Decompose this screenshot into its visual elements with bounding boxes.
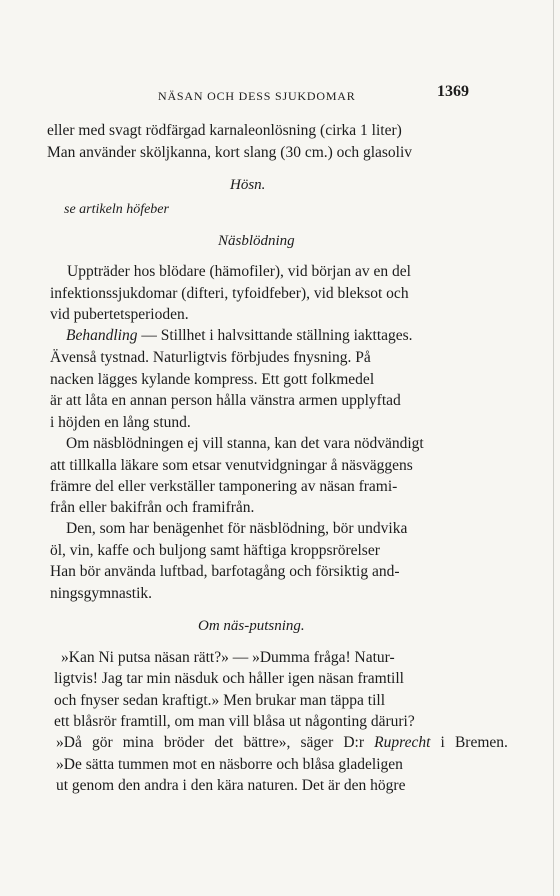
text-line: att tillkalla läkare som etsar venutvidgningar å näsväggens (50, 457, 413, 474)
text-span: — Stillhet i halvsittande ställning iakttages. (141, 327, 413, 344)
text-line: Den, som har benägenhet för näsblödning, bör undvika (66, 520, 408, 537)
behandling-label: Behandling (66, 327, 138, 344)
text-line: infektionssjukdomar (difteri, tyfoidfeber), vid bleksot och (50, 285, 409, 302)
page-edge (553, 0, 554, 896)
text-line: Han bör använda luftbad, barfotagång och försiktig and- (50, 563, 400, 580)
section-heading-nasputsning: Om näs-putsning. (198, 618, 305, 634)
cross-reference: se artikeln höfeber (64, 202, 169, 217)
section-heading-nasblodning: Näsblödning (218, 233, 295, 249)
text-line: eller med svagt rödfärgad karnaleonlösning (cirka 1 liter) (47, 122, 402, 139)
text-line: i höjden en lång stund. (50, 414, 191, 431)
text-line: Uppträder hos blödare (hämofiler), vid början av en del (67, 263, 411, 280)
section-heading-hosn: Hösn. (230, 177, 266, 193)
text-line: ningsgymnastik. (50, 585, 153, 602)
text-line: är att låta en annan person hålla vänstra armen upplyftad (50, 392, 401, 409)
running-header: NÄSAN OCH DESS SJUKDOMAR (158, 89, 356, 103)
text-line: och fnyser sedan kraftigt.» Men brukar man täppa till (54, 692, 385, 709)
text-line (56, 733, 508, 753)
text-span: i Bremen. (430, 734, 508, 751)
text-line: vid pubertetsperioden. (50, 306, 189, 323)
text-line: öl, vin, kaffe och buljong samt häftiga kroppsrörelser (50, 542, 380, 559)
text-line: nacken lägges kylande kompress. Ett gott folkmedel (50, 371, 375, 388)
text-line: främre del eller verkställer tamponering av näsan frami- (50, 478, 398, 495)
text-line: »De sätta tummen mot en näsborre och blåsa gladeligen (56, 756, 403, 773)
text-line: Man använder sköljkanna, kort slang (30 cm.) och glasoliv (47, 144, 413, 161)
text-line: ett blåsrör framtill, om man vill blåsa ut någonting däruri? (54, 713, 415, 730)
page-number: 1369 (437, 83, 469, 100)
text-span: »Då gör mina bröder det bättre», säger D:r (56, 734, 375, 751)
text-line: Ävenså tystnad. Naturligtvis förbjudes fnysning. På (50, 349, 371, 366)
text-line: från eller bakifrån och framifrån. (50, 499, 255, 516)
text-line (66, 326, 413, 346)
text-line: »Kan Ni putsa näsan rätt?» — »Dumma fråga! Natur- (61, 649, 395, 666)
ruprecht-name: Ruprecht (374, 734, 431, 751)
text-line: ut genom den andra i den kära naturen. Det är den högre (56, 777, 406, 794)
text-line: Om näsblödningen ej vill stanna, kan det vara nödvändigt (66, 435, 424, 452)
text-line: ligtvis! Jag tar min näsduk och håller igen näsan framtill (54, 670, 404, 687)
